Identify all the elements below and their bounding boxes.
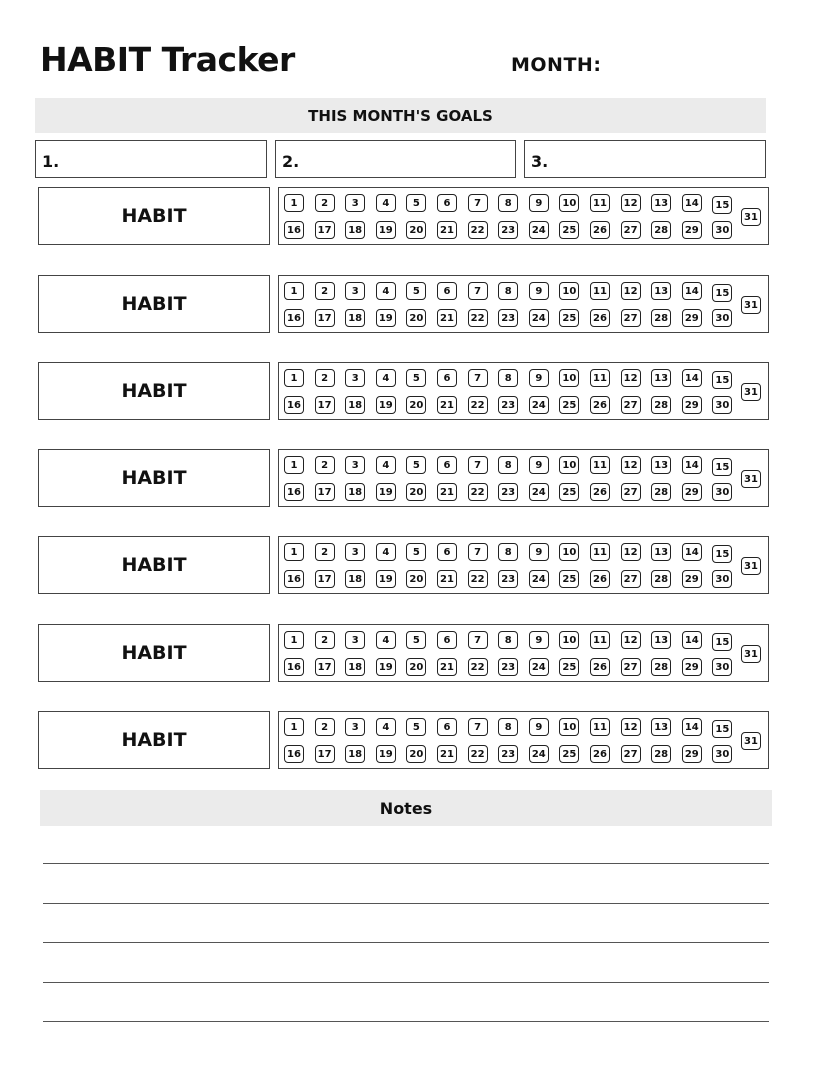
habit-name-field[interactable]: HABIT [38,449,270,507]
day-checkbox-7[interactable]: 7 [468,194,488,212]
goals-heading: THIS MONTH'S GOALS [35,98,766,133]
day-checkbox-31[interactable]: 31 [741,470,761,488]
day-checkbox-27[interactable]: 27 [621,745,641,763]
day-checkbox-24[interactable]: 24 [529,483,549,501]
day-checkbox-30[interactable]: 30 [712,570,732,588]
day-checkbox-2[interactable]: 2 [315,718,335,736]
day-checkbox-20[interactable]: 20 [406,396,426,414]
day-checkbox-4[interactable]: 4 [376,543,396,561]
day-checkbox-12[interactable]: 12 [621,718,641,736]
day-checkbox-2[interactable]: 2 [315,631,335,649]
goal-field-1[interactable]: 1. [35,140,267,178]
day-checkbox-21[interactable]: 21 [437,658,457,676]
day-checkbox-25[interactable]: 25 [559,396,579,414]
day-checkbox-30[interactable]: 30 [712,483,732,501]
day-checkbox-3[interactable]: 3 [345,543,365,561]
day-checkbox-29[interactable]: 29 [682,658,702,676]
day-checkbox-9[interactable]: 9 [529,543,549,561]
day-checkbox-27[interactable]: 27 [621,309,641,327]
day-checkbox-4[interactable]: 4 [376,194,396,212]
day-checkbox-28[interactable]: 28 [651,309,671,327]
day-checkbox-4[interactable]: 4 [376,282,396,300]
day-checkbox-24[interactable]: 24 [529,309,549,327]
day-checkbox-19[interactable]: 19 [376,570,396,588]
day-checkbox-22[interactable]: 22 [468,658,488,676]
day-checkbox-8[interactable]: 8 [498,631,518,649]
habit-name-field[interactable]: HABIT [38,624,270,682]
day-checkbox-27[interactable]: 27 [621,658,641,676]
day-checkbox-23[interactable]: 23 [498,658,518,676]
habit-row [38,536,770,594]
day-checkbox-1[interactable]: 1 [284,282,304,300]
day-checkbox-18[interactable]: 18 [345,483,365,501]
day-checkbox-14[interactable]: 14 [682,194,702,212]
day-checkbox-10[interactable]: 10 [559,631,579,649]
day-checkbox-21[interactable]: 21 [437,483,457,501]
day-checkbox-3[interactable]: 3 [345,194,365,212]
day-checkbox-8[interactable]: 8 [498,456,518,474]
day-checkbox-grid [278,624,769,682]
day-checkbox-19[interactable]: 19 [376,309,396,327]
day-checkbox-2[interactable]: 2 [315,369,335,387]
day-checkbox-grid [278,362,769,420]
day-checkbox-12[interactable]: 12 [621,631,641,649]
day-checkbox-6[interactable]: 6 [437,194,457,212]
day-checkbox-25[interactable]: 25 [559,658,579,676]
habit-name-field[interactable]: HABIT [38,536,270,594]
day-checkbox-25[interactable]: 25 [559,745,579,763]
day-checkbox-22[interactable]: 22 [468,221,488,239]
habit-row [38,362,770,420]
note-line[interactable] [43,903,769,904]
day-checkbox-20[interactable]: 20 [406,309,426,327]
day-checkbox-3[interactable]: 3 [345,282,365,300]
day-checkbox-25[interactable]: 25 [559,309,579,327]
day-checkbox-23[interactable]: 23 [498,221,518,239]
day-checkbox-25[interactable]: 25 [559,483,579,501]
habit-row [38,449,770,507]
day-checkbox-31[interactable]: 31 [741,557,761,575]
day-checkbox-6[interactable]: 6 [437,718,457,736]
day-checkbox-15[interactable]: 15 [712,633,732,651]
day-checkbox-grid [278,275,769,333]
note-line[interactable] [43,1021,769,1022]
day-checkbox-9[interactable]: 9 [529,631,549,649]
day-checkbox-27[interactable]: 27 [621,483,641,501]
day-checkbox-6[interactable]: 6 [437,543,457,561]
day-checkbox-18[interactable]: 18 [345,221,365,239]
day-checkbox-19[interactable]: 19 [376,221,396,239]
day-checkbox-4[interactable]: 4 [376,456,396,474]
day-checkbox-7[interactable]: 7 [468,718,488,736]
day-checkbox-6[interactable]: 6 [437,456,457,474]
day-checkbox-11[interactable]: 11 [590,194,610,212]
note-line[interactable] [43,982,769,983]
page-title: HABIT Tracker [40,40,295,79]
day-checkbox-27[interactable]: 27 [621,221,641,239]
day-checkbox-10[interactable]: 10 [559,194,579,212]
day-checkbox-30[interactable]: 30 [712,658,732,676]
day-checkbox-30[interactable]: 30 [712,309,732,327]
day-checkbox-29[interactable]: 29 [682,396,702,414]
day-checkbox-23[interactable]: 23 [498,309,518,327]
day-checkbox-28[interactable]: 28 [651,570,671,588]
day-checkbox-10[interactable]: 10 [559,718,579,736]
month-label: MONTH: [511,54,602,76]
day-checkbox-18[interactable]: 18 [345,658,365,676]
day-checkbox-13[interactable]: 13 [651,543,671,561]
day-checkbox-2[interactable]: 2 [315,194,335,212]
day-checkbox-14[interactable]: 14 [682,456,702,474]
habit-row [38,624,770,682]
day-checkbox-8[interactable]: 8 [498,543,518,561]
day-checkbox-23[interactable]: 23 [498,570,518,588]
day-checkbox-8[interactable]: 8 [498,718,518,736]
day-checkbox-15[interactable]: 15 [712,720,732,738]
day-checkbox-13[interactable]: 13 [651,718,671,736]
day-checkbox-21[interactable]: 21 [437,570,457,588]
notes-heading: Notes [40,790,772,826]
day-checkbox-grid [278,536,769,594]
day-checkbox-30[interactable]: 30 [712,745,732,763]
day-checkbox-20[interactable]: 20 [406,483,426,501]
day-checkbox-13[interactable]: 13 [651,194,671,212]
day-checkbox-13[interactable]: 13 [651,369,671,387]
day-checkbox-31[interactable]: 31 [741,296,761,314]
day-checkbox-3[interactable]: 3 [345,718,365,736]
day-checkbox-18[interactable]: 18 [345,309,365,327]
day-checkbox-8[interactable]: 8 [498,369,518,387]
day-checkbox-4[interactable]: 4 [376,631,396,649]
day-checkbox-5[interactable]: 5 [406,543,426,561]
day-checkbox-28[interactable]: 28 [651,745,671,763]
day-checkbox-2[interactable]: 2 [315,456,335,474]
day-checkbox-9[interactable]: 9 [529,456,549,474]
day-checkbox-28[interactable]: 28 [651,396,671,414]
day-checkbox-29[interactable]: 29 [682,570,702,588]
day-checkbox-20[interactable]: 20 [406,570,426,588]
day-checkbox-26[interactable]: 26 [590,483,610,501]
day-checkbox-29[interactable]: 29 [682,309,702,327]
day-checkbox-16[interactable]: 16 [284,309,304,327]
day-checkbox-5[interactable]: 5 [406,194,426,212]
day-checkbox-31[interactable]: 31 [741,208,761,226]
day-checkbox-18[interactable]: 18 [345,570,365,588]
day-checkbox-26[interactable]: 26 [590,570,610,588]
day-checkbox-9[interactable]: 9 [529,369,549,387]
day-checkbox-5[interactable]: 5 [406,282,426,300]
day-checkbox-26[interactable]: 26 [590,745,610,763]
day-checkbox-21[interactable]: 21 [437,309,457,327]
day-checkbox-12[interactable]: 12 [621,456,641,474]
day-checkbox-10[interactable]: 10 [559,369,579,387]
day-checkbox-7[interactable]: 7 [468,282,488,300]
day-checkbox-10[interactable]: 10 [559,456,579,474]
day-checkbox-7[interactable]: 7 [468,543,488,561]
day-checkbox-16[interactable]: 16 [284,658,304,676]
habit-row [38,711,770,769]
day-checkbox-9[interactable]: 9 [529,282,549,300]
day-checkbox-23[interactable]: 23 [498,483,518,501]
day-checkbox-11[interactable]: 11 [590,282,610,300]
habit-row [38,275,770,333]
habit-row [38,187,770,245]
day-checkbox-24[interactable]: 24 [529,745,549,763]
day-checkbox-5[interactable]: 5 [406,631,426,649]
habit-name-field[interactable]: HABIT [38,362,270,420]
day-checkbox-16[interactable]: 16 [284,745,304,763]
habit-name-field[interactable]: HABIT [38,711,270,769]
day-checkbox-27[interactable]: 27 [621,396,641,414]
day-checkbox-19[interactable]: 19 [376,658,396,676]
day-checkbox-17[interactable]: 17 [315,658,335,676]
day-checkbox-21[interactable]: 21 [437,396,457,414]
day-checkbox-15[interactable]: 15 [712,458,732,476]
day-checkbox-7[interactable]: 7 [468,456,488,474]
day-checkbox-31[interactable]: 31 [741,732,761,750]
day-checkbox-15[interactable]: 15 [712,196,732,214]
day-checkbox-4[interactable]: 4 [376,369,396,387]
day-checkbox-30[interactable]: 30 [712,396,732,414]
day-checkbox-12[interactable]: 12 [621,282,641,300]
day-checkbox-10[interactable]: 10 [559,543,579,561]
day-checkbox-8[interactable]: 8 [498,194,518,212]
day-checkbox-20[interactable]: 20 [406,221,426,239]
day-checkbox-23[interactable]: 23 [498,745,518,763]
day-checkbox-26[interactable]: 26 [590,658,610,676]
day-checkbox-26[interactable]: 26 [590,396,610,414]
habit-name-field[interactable]: HABIT [38,187,270,245]
day-checkbox-1[interactable]: 1 [284,543,304,561]
day-checkbox-22[interactable]: 22 [468,309,488,327]
day-checkbox-4[interactable]: 4 [376,718,396,736]
day-checkbox-26[interactable]: 26 [590,221,610,239]
day-checkbox-29[interactable]: 29 [682,483,702,501]
day-checkbox-22[interactable]: 22 [468,570,488,588]
day-checkbox-28[interactable]: 28 [651,221,671,239]
day-checkbox-16[interactable]: 16 [284,396,304,414]
day-checkbox-17[interactable]: 17 [315,396,335,414]
day-checkbox-grid [278,449,769,507]
day-checkbox-21[interactable]: 21 [437,221,457,239]
day-checkbox-20[interactable]: 20 [406,745,426,763]
day-checkbox-2[interactable]: 2 [315,543,335,561]
day-checkbox-1[interactable]: 1 [284,718,304,736]
day-checkbox-3[interactable]: 3 [345,631,365,649]
day-checkbox-11[interactable]: 11 [590,631,610,649]
day-checkbox-9[interactable]: 9 [529,194,549,212]
day-checkbox-3[interactable]: 3 [345,369,365,387]
day-checkbox-3[interactable]: 3 [345,456,365,474]
day-checkbox-17[interactable]: 17 [315,309,335,327]
day-checkbox-6[interactable]: 6 [437,631,457,649]
day-checkbox-21[interactable]: 21 [437,745,457,763]
day-checkbox-18[interactable]: 18 [345,745,365,763]
day-checkbox-25[interactable]: 25 [559,221,579,239]
day-checkbox-18[interactable]: 18 [345,396,365,414]
day-checkbox-13[interactable]: 13 [651,282,671,300]
goal-field-2[interactable]: 2. [275,140,516,178]
day-checkbox-9[interactable]: 9 [529,718,549,736]
day-checkbox-grid [278,711,769,769]
day-checkbox-7[interactable]: 7 [468,631,488,649]
day-checkbox-29[interactable]: 29 [682,221,702,239]
day-checkbox-1[interactable]: 1 [284,369,304,387]
day-checkbox-28[interactable]: 28 [651,658,671,676]
day-checkbox-11[interactable]: 11 [590,718,610,736]
day-checkbox-1[interactable]: 1 [284,456,304,474]
day-checkbox-1[interactable]: 1 [284,631,304,649]
day-checkbox-11[interactable]: 11 [590,543,610,561]
day-checkbox-19[interactable]: 19 [376,745,396,763]
day-checkbox-13[interactable]: 13 [651,456,671,474]
day-checkbox-1[interactable]: 1 [284,194,304,212]
day-checkbox-20[interactable]: 20 [406,658,426,676]
day-checkbox-14[interactable]: 14 [682,631,702,649]
day-checkbox-8[interactable]: 8 [498,282,518,300]
day-checkbox-12[interactable]: 12 [621,543,641,561]
day-checkbox-31[interactable]: 31 [741,383,761,401]
day-checkbox-24[interactable]: 24 [529,221,549,239]
note-line[interactable] [43,942,769,943]
day-checkbox-27[interactable]: 27 [621,570,641,588]
day-checkbox-25[interactable]: 25 [559,570,579,588]
day-checkbox-24[interactable]: 24 [529,570,549,588]
day-checkbox-12[interactable]: 12 [621,194,641,212]
day-checkbox-5[interactable]: 5 [406,718,426,736]
day-checkbox-16[interactable]: 16 [284,221,304,239]
day-checkbox-19[interactable]: 19 [376,396,396,414]
day-checkbox-28[interactable]: 28 [651,483,671,501]
day-checkbox-5[interactable]: 5 [406,456,426,474]
day-checkbox-2[interactable]: 2 [315,282,335,300]
day-checkbox-grid [278,187,769,245]
day-checkbox-7[interactable]: 7 [468,369,488,387]
day-checkbox-17[interactable]: 17 [315,570,335,588]
day-checkbox-30[interactable]: 30 [712,221,732,239]
day-checkbox-14[interactable]: 14 [682,369,702,387]
day-checkbox-12[interactable]: 12 [621,369,641,387]
day-checkbox-17[interactable]: 17 [315,745,335,763]
day-checkbox-19[interactable]: 19 [376,483,396,501]
day-checkbox-6[interactable]: 6 [437,282,457,300]
day-checkbox-15[interactable]: 15 [712,284,732,302]
day-checkbox-5[interactable]: 5 [406,369,426,387]
day-checkbox-17[interactable]: 17 [315,483,335,501]
day-checkbox-17[interactable]: 17 [315,221,335,239]
day-checkbox-24[interactable]: 24 [529,396,549,414]
day-checkbox-11[interactable]: 11 [590,369,610,387]
goal-field-3[interactable]: 3. [524,140,766,178]
day-checkbox-14[interactable]: 14 [682,282,702,300]
day-checkbox-6[interactable]: 6 [437,369,457,387]
day-checkbox-14[interactable]: 14 [682,543,702,561]
habit-name-field[interactable]: HABIT [38,275,270,333]
day-checkbox-14[interactable]: 14 [682,718,702,736]
day-checkbox-29[interactable]: 29 [682,745,702,763]
day-checkbox-15[interactable]: 15 [712,545,732,563]
day-checkbox-15[interactable]: 15 [712,371,732,389]
day-checkbox-10[interactable]: 10 [559,282,579,300]
day-checkbox-31[interactable]: 31 [741,645,761,663]
day-checkbox-22[interactable]: 22 [468,396,488,414]
day-checkbox-22[interactable]: 22 [468,483,488,501]
day-checkbox-11[interactable]: 11 [590,456,610,474]
day-checkbox-16[interactable]: 16 [284,483,304,501]
note-line[interactable] [43,863,769,864]
day-checkbox-24[interactable]: 24 [529,658,549,676]
day-checkbox-13[interactable]: 13 [651,631,671,649]
day-checkbox-23[interactable]: 23 [498,396,518,414]
day-checkbox-16[interactable]: 16 [284,570,304,588]
day-checkbox-22[interactable]: 22 [468,745,488,763]
day-checkbox-26[interactable]: 26 [590,309,610,327]
